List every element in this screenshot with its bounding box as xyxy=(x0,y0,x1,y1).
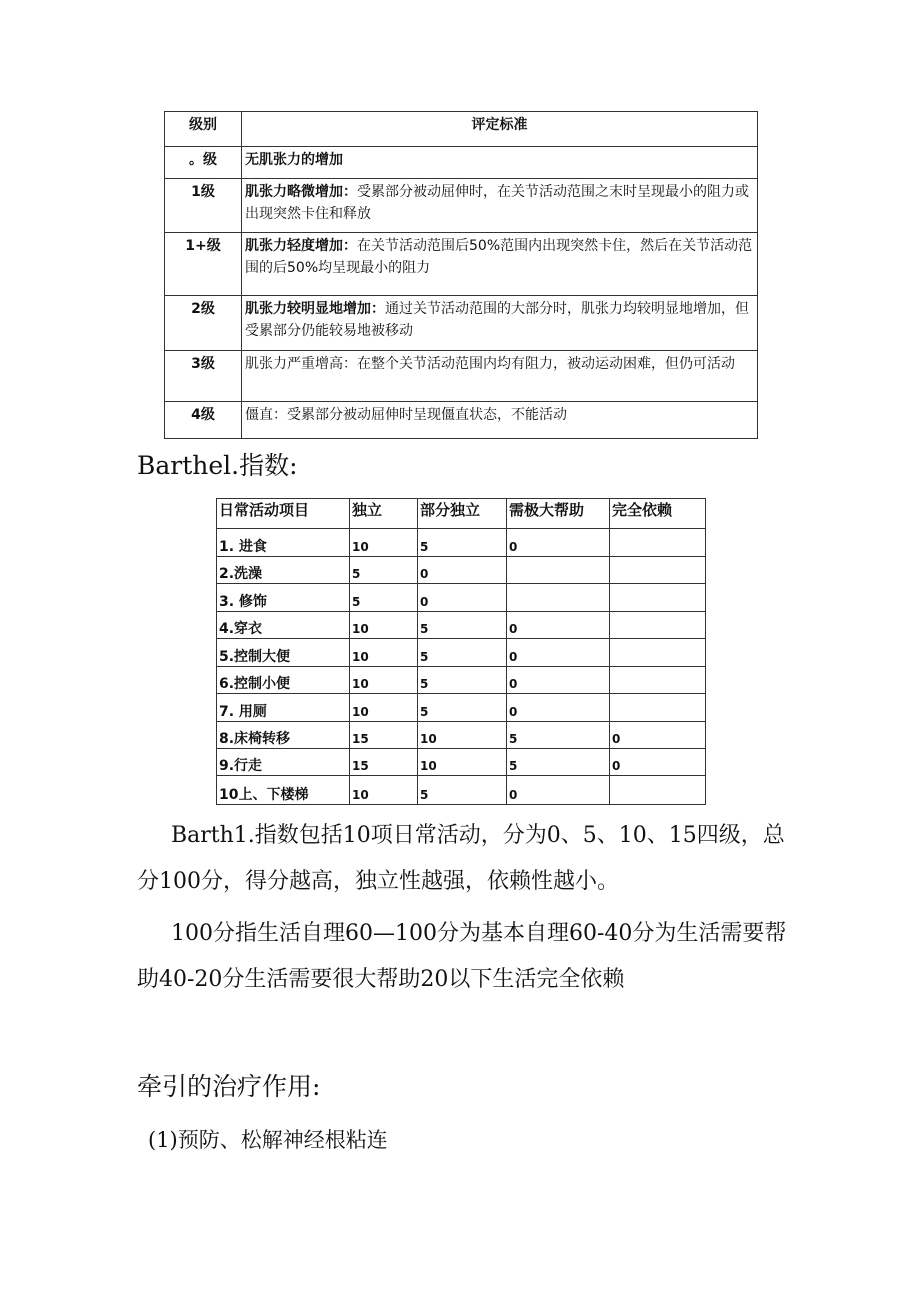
score-interpretation xyxy=(137,911,797,1003)
table-row xyxy=(217,557,706,584)
grade-criteria-text: 在关节活动范围后50%范围内出现突然卡住，然后在关节活动范围的后50%均呈现最小的阻力 xyxy=(245,238,753,276)
score-interpretation-text: 100分指生活自理60—100分为基本自理60-40分为生活需要帮助40-20分生活需要很大帮助20以下生活完全依赖 xyxy=(137,921,787,992)
header-activity: 日常活动项目 xyxy=(217,499,350,529)
barthel-description xyxy=(137,813,797,905)
score-cell: 10 xyxy=(418,722,507,749)
barthel-index-table xyxy=(216,498,706,805)
score-cell: 10 xyxy=(350,694,418,722)
score-cell: 5 xyxy=(350,584,418,612)
score-cell: 5 xyxy=(507,722,610,749)
score-cell xyxy=(610,776,706,805)
score-cell: 0 xyxy=(507,529,610,557)
score-cell: 5 xyxy=(507,749,610,776)
score-cell: 5 xyxy=(418,694,507,722)
table-row xyxy=(217,776,706,805)
table-row xyxy=(165,179,758,233)
grade-criteria xyxy=(242,402,758,439)
activity-cell: 3. 修饰 xyxy=(217,584,350,612)
score-cell: 10 xyxy=(350,529,418,557)
activity-cell: 1. 进食 xyxy=(217,529,350,557)
grade-criteria xyxy=(242,179,758,233)
score-cell: 5 xyxy=(418,776,507,805)
header-dependent: 完全依赖 xyxy=(610,499,706,529)
table-header-row xyxy=(165,112,758,147)
score-cell: 10 xyxy=(350,639,418,667)
grade-criteria-bold: 肌张力略微增加： xyxy=(245,184,357,200)
score-cell xyxy=(610,557,706,584)
table-row xyxy=(217,584,706,612)
score-cell: 10 xyxy=(350,667,418,694)
table-row xyxy=(217,667,706,694)
grade-criteria-text: 僵直：受累部分被动屈伸时呈现僵直状态，不能活动 xyxy=(245,407,567,423)
activity-cell: 7. 用厕 xyxy=(217,694,350,722)
score-cell: 5 xyxy=(350,557,418,584)
table-row xyxy=(165,147,758,179)
header-partial: 部分独立 xyxy=(418,499,507,529)
table-header-row xyxy=(217,499,706,529)
score-cell xyxy=(610,694,706,722)
grade-level: 4级 xyxy=(165,402,242,439)
activity-cell: 8.床椅转移 xyxy=(217,722,350,749)
score-cell: 0 xyxy=(507,612,610,639)
score-cell: 15 xyxy=(350,749,418,776)
traction-item: (1)预防、松解神经根粘连 xyxy=(148,1128,388,1152)
barthel-table-body xyxy=(217,529,706,805)
table-row xyxy=(165,233,758,296)
header-criteria: 评定标准 xyxy=(242,112,758,147)
score-cell: 5 xyxy=(418,667,507,694)
score-cell: 5 xyxy=(418,639,507,667)
score-cell: 0 xyxy=(507,776,610,805)
barthel-description-text: Barth1.指数包括10项日常活动，分为0、5、10、15四级，总分100分，得分越高，独立性越强，依赖性越小。 xyxy=(137,823,785,894)
table-row xyxy=(217,612,706,639)
table-row xyxy=(165,351,758,402)
grade-criteria-bold: 肌张力轻度增加： xyxy=(245,238,357,254)
activity-cell: 10上、下楼梯 xyxy=(217,776,350,805)
score-cell: 0 xyxy=(610,722,706,749)
table-row xyxy=(217,749,706,776)
activity-cell: 2.洗澡 xyxy=(217,557,350,584)
grade-criteria xyxy=(242,296,758,351)
grade-level: 1+级 xyxy=(165,233,242,296)
grade-criteria xyxy=(242,147,758,179)
score-cell xyxy=(610,612,706,639)
grade-criteria xyxy=(242,351,758,402)
table-row xyxy=(217,722,706,749)
score-cell: 0 xyxy=(610,749,706,776)
score-cell: 0 xyxy=(418,584,507,612)
grade-criteria-text: 肌张力严重增高：在整个关节活动范围内均有阻力，被动运动困难，但仍可活动 xyxy=(245,356,735,372)
grade-criteria xyxy=(242,233,758,296)
grade-criteria-text: 通过关节活动范围的大部分时，肌张力均较明显地增加，但受累部分仍能较易地被移动 xyxy=(245,301,749,339)
score-cell: 5 xyxy=(418,529,507,557)
header-independent: 独立 xyxy=(350,499,418,529)
grade-level: 1级 xyxy=(165,179,242,233)
activity-cell: 5.控制大便 xyxy=(217,639,350,667)
traction-heading: 牵引的治疗作用: xyxy=(137,1072,321,1101)
grade-criteria-bold: 无肌张力的增加 xyxy=(245,152,343,168)
score-cell: 0 xyxy=(418,557,507,584)
barthel-heading: Barthel.指数: xyxy=(137,451,298,480)
score-cell xyxy=(507,584,610,612)
grade-level: 。级 xyxy=(165,147,242,179)
table-row xyxy=(217,694,706,722)
score-cell: 0 xyxy=(507,639,610,667)
score-cell xyxy=(610,639,706,667)
score-cell: 10 xyxy=(418,749,507,776)
score-cell: 15 xyxy=(350,722,418,749)
grade-criteria-text: 受累部分被动屈伸时，在关节活动范围之末时呈现最小的阻力或出现突然卡住和释放 xyxy=(245,184,749,222)
activity-cell: 6.控制小便 xyxy=(217,667,350,694)
activity-cell: 9.行走 xyxy=(217,749,350,776)
header-level: 级别 xyxy=(165,112,242,147)
muscle-tone-grading-table xyxy=(164,111,758,439)
table-row xyxy=(165,296,758,351)
header-major-help: 需极大帮助 xyxy=(507,499,610,529)
score-cell xyxy=(610,584,706,612)
score-cell: 10 xyxy=(350,776,418,805)
grade-criteria-bold: 肌张力较明显地增加： xyxy=(245,301,385,317)
table-row xyxy=(165,402,758,439)
score-cell xyxy=(507,557,610,584)
score-cell xyxy=(610,667,706,694)
score-cell: 0 xyxy=(507,694,610,722)
grade-level: 3级 xyxy=(165,351,242,402)
table-row xyxy=(217,529,706,557)
score-cell: 0 xyxy=(507,667,610,694)
score-cell: 10 xyxy=(350,612,418,639)
score-cell xyxy=(610,529,706,557)
table-row xyxy=(217,639,706,667)
score-cell: 5 xyxy=(418,612,507,639)
grade-level: 2级 xyxy=(165,296,242,351)
activity-cell: 4.穿衣 xyxy=(217,612,350,639)
